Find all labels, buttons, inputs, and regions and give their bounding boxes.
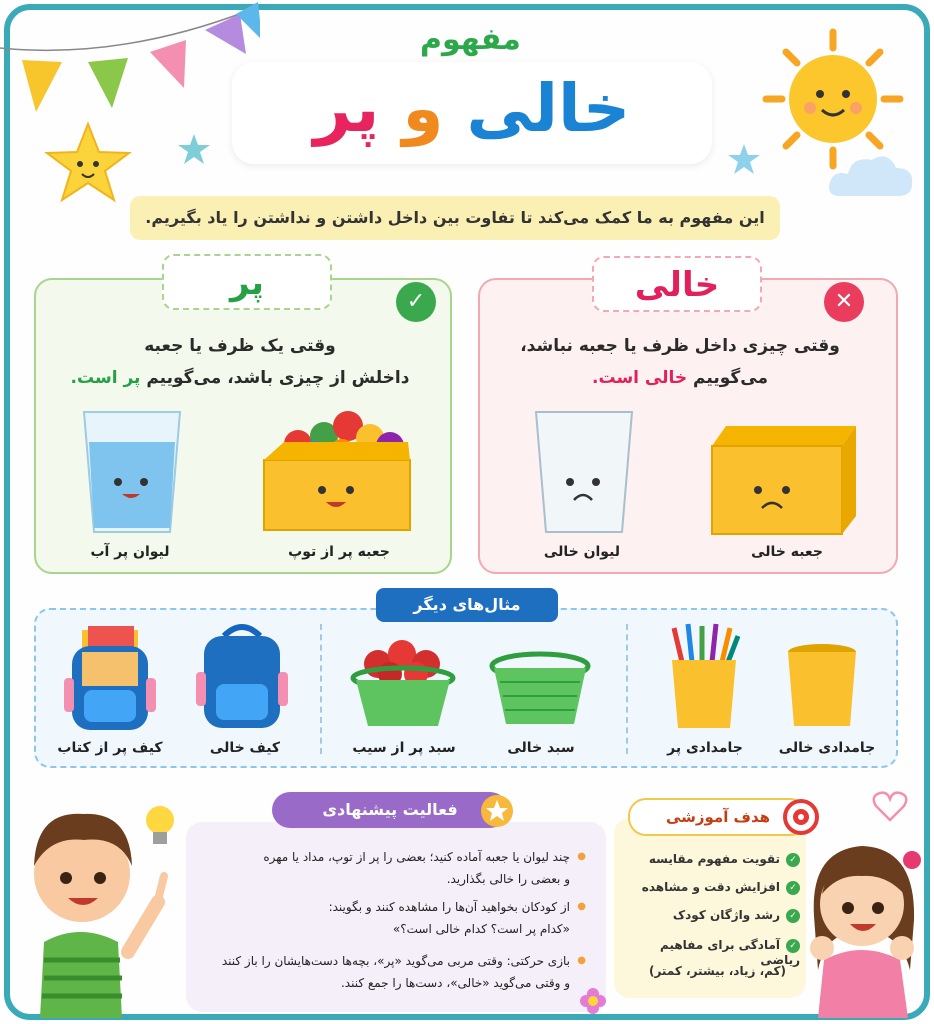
- activity-item-line: و بعضی را خالی بگذارید.: [446, 872, 570, 886]
- star-icon: [176, 132, 212, 166]
- goal-item-label: تقویت مفهوم مقایسه: [648, 852, 780, 866]
- activity-item-line: و وقتی می‌گوید «خالی»، دست‌ها را جمع کنند.: [340, 976, 570, 990]
- basket-full-of-apples-image: [350, 634, 456, 730]
- pencil-cup-full-image: [664, 622, 744, 732]
- full-panel-text: [70, 330, 410, 394]
- caption-pencil-cup-empty: جامدادی خالی: [778, 740, 876, 756]
- caption-backpack-empty: کیف خالی: [209, 740, 281, 756]
- caption-basket-empty: سبد خالی: [507, 740, 575, 756]
- goal-item: [620, 852, 800, 867]
- empty-panel-text: [500, 330, 860, 394]
- empty-panel-line2: [500, 362, 860, 394]
- close-icon: ✕: [824, 282, 864, 322]
- pencil-cup-empty-image: [782, 640, 862, 732]
- lightbulb-icon: [140, 800, 180, 852]
- check-icon: ✓: [786, 853, 800, 867]
- activity-item-line: ● چند لیوان یا جعبه آماده کنید؛ بعضی را پر از توپ، مداد یا مهره: [263, 850, 570, 864]
- activity-item: [206, 950, 586, 994]
- title-top: مفهوم: [420, 22, 521, 57]
- backpack-full-image: [62, 622, 158, 732]
- full-panel-line2: [70, 362, 410, 394]
- empty-panel-tag: خالی: [592, 256, 762, 312]
- star-icon: [726, 142, 762, 176]
- full-line2-highlight: پر است.: [70, 368, 141, 388]
- box-empty-image: [706, 420, 864, 540]
- caption-glass-empty: لیوان خالی: [543, 544, 621, 560]
- intro-text: این مفهوم به ما کمک می‌کند تا تفاوت بین داخل داشتن و نداشتن را یاد بگیریم.: [130, 196, 780, 240]
- caption-pencil-cup-full: جامدادی پر: [667, 740, 743, 756]
- goal-item-label: آمادگی برای مفاهیم ریاضی: [660, 938, 800, 967]
- box-full-of-balls-image: [258, 404, 418, 538]
- star-icon: [480, 794, 514, 828]
- bunting-flags-icon: [0, 0, 260, 120]
- page-title: [232, 70, 712, 147]
- empty-line2-prefix: می‌گوییم: [687, 368, 768, 388]
- check-icon: ✓: [786, 909, 800, 923]
- activity-item-line: ● بازی حرکتی: وقتی مربی می‌گوید «پر»، بچه‌ها دست‌هایشان را باز کنند: [221, 954, 570, 968]
- empty-panel-line1: وقتی چیزی داخل ظرف یا جعبه نباشد،: [520, 336, 840, 356]
- activity-item: [206, 846, 586, 890]
- backpack-empty-image: [194, 622, 290, 732]
- full-panel-line1: وقتی یک ظرف یا جعبه: [144, 336, 336, 356]
- full-line2-prefix: داخلش از چیزی باشد، می‌گوییم: [140, 368, 410, 388]
- caption-glass-full: لیوان پر آب: [90, 544, 170, 560]
- flower-icon: [578, 986, 608, 1016]
- goal-item-label: رشد واژگان کودک: [672, 908, 780, 922]
- examples-tag: مثال‌های دیگر: [376, 588, 558, 622]
- caption-backpack-full: کیف پر از کتاب: [57, 740, 163, 756]
- divider: [626, 624, 628, 754]
- heart-icon: [872, 790, 908, 822]
- cloud-icon: [826, 150, 916, 204]
- glass-full-image: [80, 408, 184, 538]
- activity-item-line: «کدام پر است؟ کدام خالی است؟»: [392, 922, 570, 936]
- empty-line2-highlight: خالی است.: [592, 368, 688, 388]
- goal-item: [620, 880, 800, 895]
- goal-item: [620, 938, 800, 967]
- full-panel-tag: پر: [162, 254, 332, 310]
- caption-basket-full: سبد پر از سیب: [352, 740, 456, 756]
- check-icon: ✓: [396, 282, 436, 322]
- star-icon: [44, 120, 132, 204]
- activity-item-line: ● از کودکان بخواهید آن‌ها را مشاهده کنند و بگویند:: [328, 900, 570, 914]
- glass-empty-image: [532, 408, 636, 538]
- activity-tag: فعالیت پیشنهادی: [272, 792, 508, 828]
- girl-character-image: [800, 820, 930, 1018]
- goal-item-label: افزایش دقت و مشاهده: [641, 880, 780, 894]
- check-icon: ✓: [786, 881, 800, 895]
- divider: [320, 624, 322, 754]
- goal-item: [620, 908, 800, 923]
- title-word-full: پر: [313, 70, 380, 147]
- goal-item-note: (کم، زیاد، بیشتر، کمتر): [648, 964, 786, 978]
- goals-tag: هدف آموزشی: [628, 798, 808, 836]
- title-word-and: و: [402, 70, 444, 147]
- basket-empty-image: [488, 650, 592, 730]
- check-icon: ✓: [786, 939, 800, 953]
- activity-item: [206, 896, 586, 940]
- title-word-empty: خالی: [466, 70, 631, 147]
- caption-box-full: جعبه پر از توپ: [288, 544, 390, 560]
- caption-box-empty: جعبه خالی: [751, 544, 823, 560]
